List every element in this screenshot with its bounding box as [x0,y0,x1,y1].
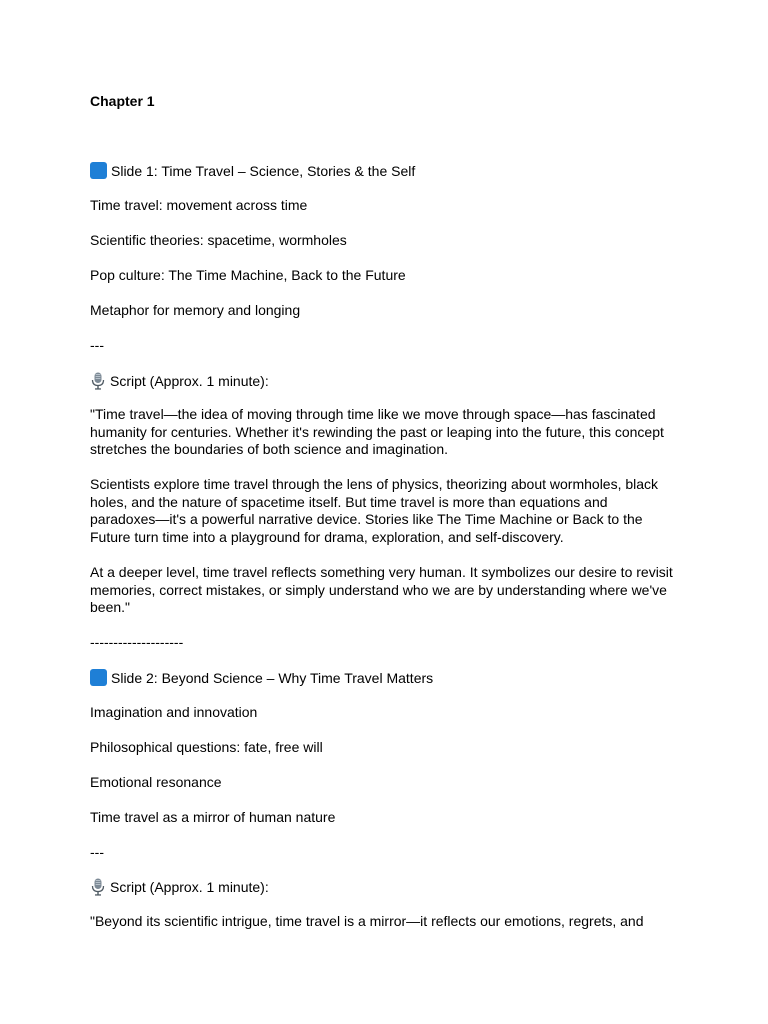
script-paragraph-1 [90,406,680,459]
slide-2-script-paragraph: "Beyond its scientific intrigue, time travel is a mirror—it reflects our emotions, regrets, and [90,913,644,929]
slide-1-bullet-1: Time travel: movement across time [90,197,308,213]
slide-2-heading [90,669,680,688]
script-heading-text: Script (Approx. 1 minute): [110,373,269,389]
blue-square-icon [90,162,107,179]
slide-1-bullet-3: Pop culture: The Time Machine, Back to the Future [90,267,406,283]
separator: --- [90,337,104,353]
script-paragraph-3 [90,564,680,617]
script-paragraph-2 [90,476,680,546]
slide-2-script-heading [90,878,680,897]
document-page [90,0,680,1024]
slide-1-script-heading [90,372,680,391]
microphone-icon [90,878,106,896]
paragraph-line: memories, correct mistakes, or simply understand who we are by understanding where we've [90,581,667,598]
paragraph-line: Scientists explore time travel through the lens of physics, theorizing about wormholes, black [90,476,659,492]
paragraph-line: been." [90,599,131,615]
script-heading-text: Script (Approx. 1 minute): [110,879,269,895]
microphone-icon [90,372,106,390]
paragraph-line: stretches the boundaries of both science and imagination. [90,441,449,457]
paragraph-line: holes, and the nature of spacetime itself. But time travel is more than equations and [90,493,608,510]
slide-1-bullet-2: Scientific theories: spacetime, wormholes [90,232,347,248]
separator: --- [90,844,104,860]
paragraph-line: "Time travel—the idea of moving through time like we move through space—has fascinated [90,406,656,422]
blue-square-icon [90,669,107,686]
slide-1-bullet-4: Metaphor for memory and longing [90,302,301,318]
chapter-title: Chapter 1 [90,93,155,109]
section-separator: -------------------- [90,634,184,650]
paragraph-line: humanity for centuries. Whether it's rewinding the past or leaping into the future, this concept [90,423,664,440]
slide-1-title: Slide 1: Time Travel – Science, Stories & the Self [111,163,416,179]
paragraph-line: paradoxes—it's a powerful narrative device. Stories like The Time Machine or Back to the [90,511,643,527]
paragraph-line: At a deeper level, time travel reflects something very human. It symbolizes our desire to revisit [90,564,673,580]
slide-2-bullet-4: Time travel as a mirror of human nature [90,809,336,825]
slide-2-bullet-2: Philosophical questions: fate, free will [90,739,323,755]
slide-2-bullet-1: Imagination and innovation [90,704,258,720]
slide-1-heading [90,162,680,181]
paragraph-line: Future turn time into a playground for drama, exploration, and self-discovery. [90,528,564,545]
slide-2-bullet-3: Emotional resonance [90,774,222,790]
slide-2-title: Slide 2: Beyond Science – Why Time Travel Matters [111,670,434,686]
